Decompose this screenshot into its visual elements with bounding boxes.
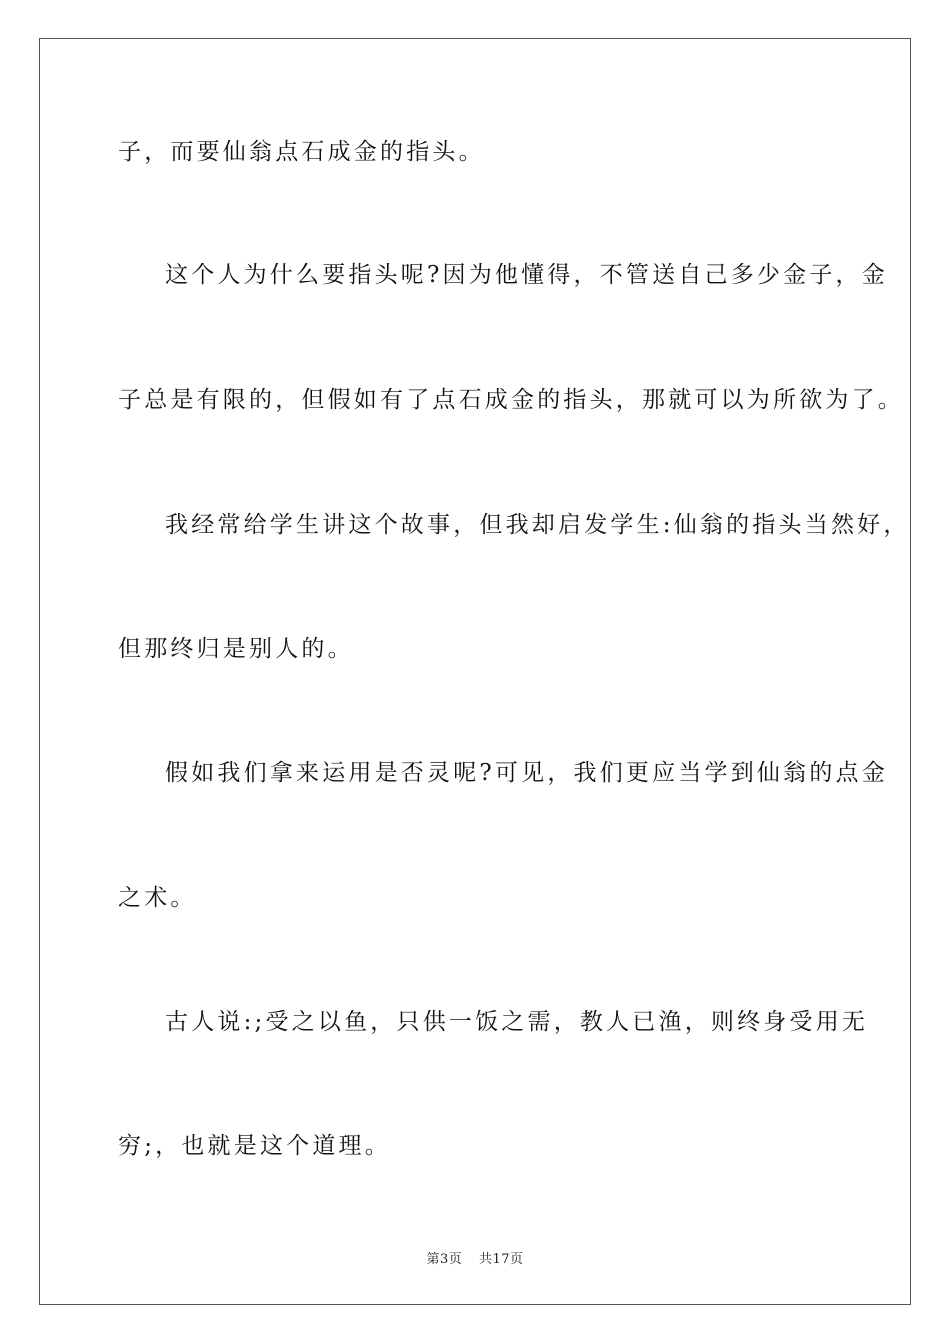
- paragraph-5-line-1: 古人说:;受之以鱼，只供一饭之需，教人已渔，则终身受用无: [165, 1009, 869, 1035]
- paragraph-2-line-1: 这个人为什么要指头呢?因为他懂得，不管送自己多少金子，金: [165, 262, 888, 288]
- page-total: 共17页: [478, 1252, 524, 1267]
- page-footer: [0, 1248, 950, 1267]
- text-line-1: 子，而要仙翁点石成金的指头。: [118, 139, 485, 165]
- paragraph-5-line-2: 穷;，也就是这个道理。: [118, 1133, 391, 1159]
- paragraph-2-line-2: 子总是有限的，但假如有了点石成金的指头，那就可以为所欲为了。: [118, 387, 904, 413]
- paragraph-4-line-1: 假如我们拿来运用是否灵呢?可见，我们更应当学到仙翁的点金: [165, 760, 888, 786]
- page-border: [39, 38, 911, 1305]
- paragraph-3-line-1: 我经常给学生讲这个故事，但我却启发学生:仙翁的指头当然好，: [165, 512, 910, 538]
- paragraph-3-line-2: 但那终归是别人的。: [118, 636, 354, 662]
- paragraph-4-line-2: 之术。: [118, 885, 197, 911]
- page-number: 第3页: [426, 1252, 463, 1267]
